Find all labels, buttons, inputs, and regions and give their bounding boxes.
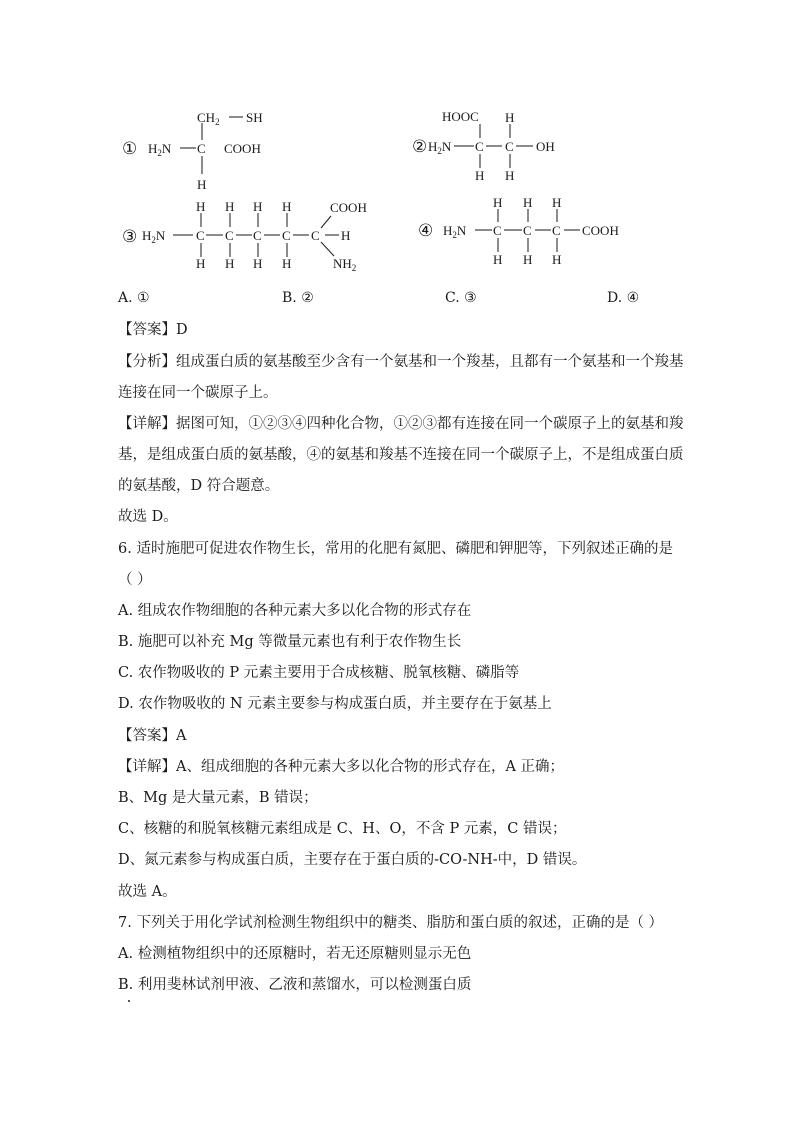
explanation-line: B、Mg 是大量元素，B 错误； xyxy=(118,790,318,806)
marker-4: ④ xyxy=(418,221,434,240)
alpha-carbon: C xyxy=(197,141,206,156)
hydrogen: H xyxy=(523,252,533,267)
hydroxyl-group: OH xyxy=(536,139,555,154)
explanation-line: D、氮元素参与构成蛋白质，主要存在于蛋白质的-CO-NH-中，D 错误。 xyxy=(118,852,587,868)
hydrogen-top: H xyxy=(505,110,515,125)
marker-1: ① xyxy=(122,139,138,158)
svg-text:NH2: $NH_2$ xyxy=(333,256,357,273)
hydrogen-bottom-2: H xyxy=(505,168,515,183)
carbon: C xyxy=(196,228,205,243)
question-6-option-d: D. 农作物吸收的 N 元素主要参与构成蛋白质，并主要存在于氨基上 xyxy=(118,696,552,712)
svg-text:CH2: $CH_2$ xyxy=(197,110,220,127)
option-d: D. ④ xyxy=(607,290,640,306)
svg-text:H2N: $H_2N$ xyxy=(428,139,452,156)
sh-group: SH xyxy=(246,110,263,125)
question-6-stem: 6. 适时施肥可促进农作物生长，常用的化肥有氮肥、磷肥和钾肥等，下列叙述正确的是 xyxy=(118,541,673,557)
carboxyl-group: COOH xyxy=(224,141,261,156)
explanation-line: 的氨基酸，D 符合题意。 xyxy=(118,478,280,494)
question-6-option-c: C. 农作物吸收的 P 元素主要用于合成核糖、脱氧核糖、磷脂等 xyxy=(118,665,520,681)
hydrogen: H xyxy=(253,256,263,271)
explanation-line: C、核糖的和脱氧核糖元素组成是 C、H、O，不含 P 元素，C 错误； xyxy=(118,821,567,837)
carboxyl-group: COOH xyxy=(582,223,619,238)
explanation-line: 【详解】A、组成细胞的各种元素大多以化合物的形式存在，A 正确； xyxy=(118,759,565,775)
amino-group: H xyxy=(142,228,152,243)
answer-label: 【答案】A xyxy=(118,728,187,744)
hydrogen: H xyxy=(225,199,235,214)
amino-group: H xyxy=(428,139,438,154)
svg-text:H2N: $H_2N$ xyxy=(148,141,172,158)
svg-text:H2N: $H_2N$ xyxy=(443,223,467,240)
question-6-option-a: A. 组成农作物细胞的各种元素大多以化合物的形式存在 xyxy=(118,603,472,619)
svg-text:H2N: $H_2N$ xyxy=(142,228,166,245)
hydrogen-right: H xyxy=(341,228,351,243)
carbon: C xyxy=(282,228,291,243)
question-7-stem: 7. 下列关于用化学试剂检测生物组织中的糖类、脂肪和蛋白质的叙述，正确的是（ ） xyxy=(118,915,664,931)
carbon: C xyxy=(311,228,320,243)
structural-formulas-figure xyxy=(0,0,794,285)
hydrogen: H xyxy=(253,199,263,214)
hydrogen: H xyxy=(523,195,533,210)
amino-group-2: NH xyxy=(333,256,352,271)
hydrogen-bottom-1: H xyxy=(475,168,485,183)
question-6-blank: （ ） xyxy=(118,572,152,588)
carboxyl-group: HOOC xyxy=(442,109,479,124)
hydrogen: H xyxy=(552,195,562,210)
carbon: C xyxy=(493,223,502,238)
hydrogen: H xyxy=(196,256,206,271)
structure-2 xyxy=(412,109,555,183)
option-c: C. ③ xyxy=(445,290,477,306)
carbon: C xyxy=(552,223,561,238)
analysis-line: 连接在同一个碳原子上。 xyxy=(118,385,278,401)
carbon-1: C xyxy=(475,139,484,154)
choice-line: 故选 D。 xyxy=(118,509,178,525)
ch2-group: CH xyxy=(197,110,216,125)
marker-2: ② xyxy=(412,137,428,156)
structure-4 xyxy=(418,195,619,267)
analysis-line: 【分析】组成蛋白质的氨基酸至少含有一个氨基和一个羧基，且都有一个氨基和一个羧基 xyxy=(118,354,684,370)
choice-line: 故选 A。 xyxy=(118,884,177,900)
option-b: B. ② xyxy=(282,290,314,306)
hydrogen: H xyxy=(493,195,503,210)
question-7-option-b: B. 利用斐林试剂甲液、乙液和蒸馏水，可以检测蛋白质 xyxy=(118,977,472,993)
hydrogen: H xyxy=(493,252,503,267)
explanation-line: 【详解】据图可知，①②③④四种化合物，①②③都有连接在同一个碳原子上的氨基和羧 xyxy=(118,416,684,432)
hydrogen: H xyxy=(552,252,562,267)
question-7-option-a: A. 检测植物组织中的还原糖时，若无还原糖则显示无色 xyxy=(118,946,472,962)
carbon: C xyxy=(523,223,532,238)
amino-group: H xyxy=(148,141,158,156)
marker-3: ③ xyxy=(122,227,138,246)
stray-mark xyxy=(128,1000,130,1002)
hydrogen: H xyxy=(196,199,206,214)
hydrogen: H xyxy=(225,256,235,271)
hydrogen: H xyxy=(282,199,292,214)
answer-label: 【答案】D xyxy=(118,322,188,338)
option-a: A. ① xyxy=(118,290,150,306)
carboxyl-group: COOH xyxy=(330,200,367,215)
hydrogen: H xyxy=(282,256,292,271)
carbon-2: C xyxy=(505,139,514,154)
structure-3 xyxy=(122,199,367,273)
amino-group: H xyxy=(443,223,453,238)
carbon: C xyxy=(253,228,262,243)
hydrogen: H xyxy=(197,177,207,192)
structure-1 xyxy=(122,110,263,192)
question-6-option-b: B. 施肥可以补充 Mg 等微量元素也有利于农作物生长 xyxy=(118,634,462,650)
explanation-line: 基，是组成蛋白质的氨基酸，④的氨基和羧基不连接在同一个碳原子上，不是组成蛋白质 xyxy=(118,447,684,463)
carbon: C xyxy=(225,228,234,243)
